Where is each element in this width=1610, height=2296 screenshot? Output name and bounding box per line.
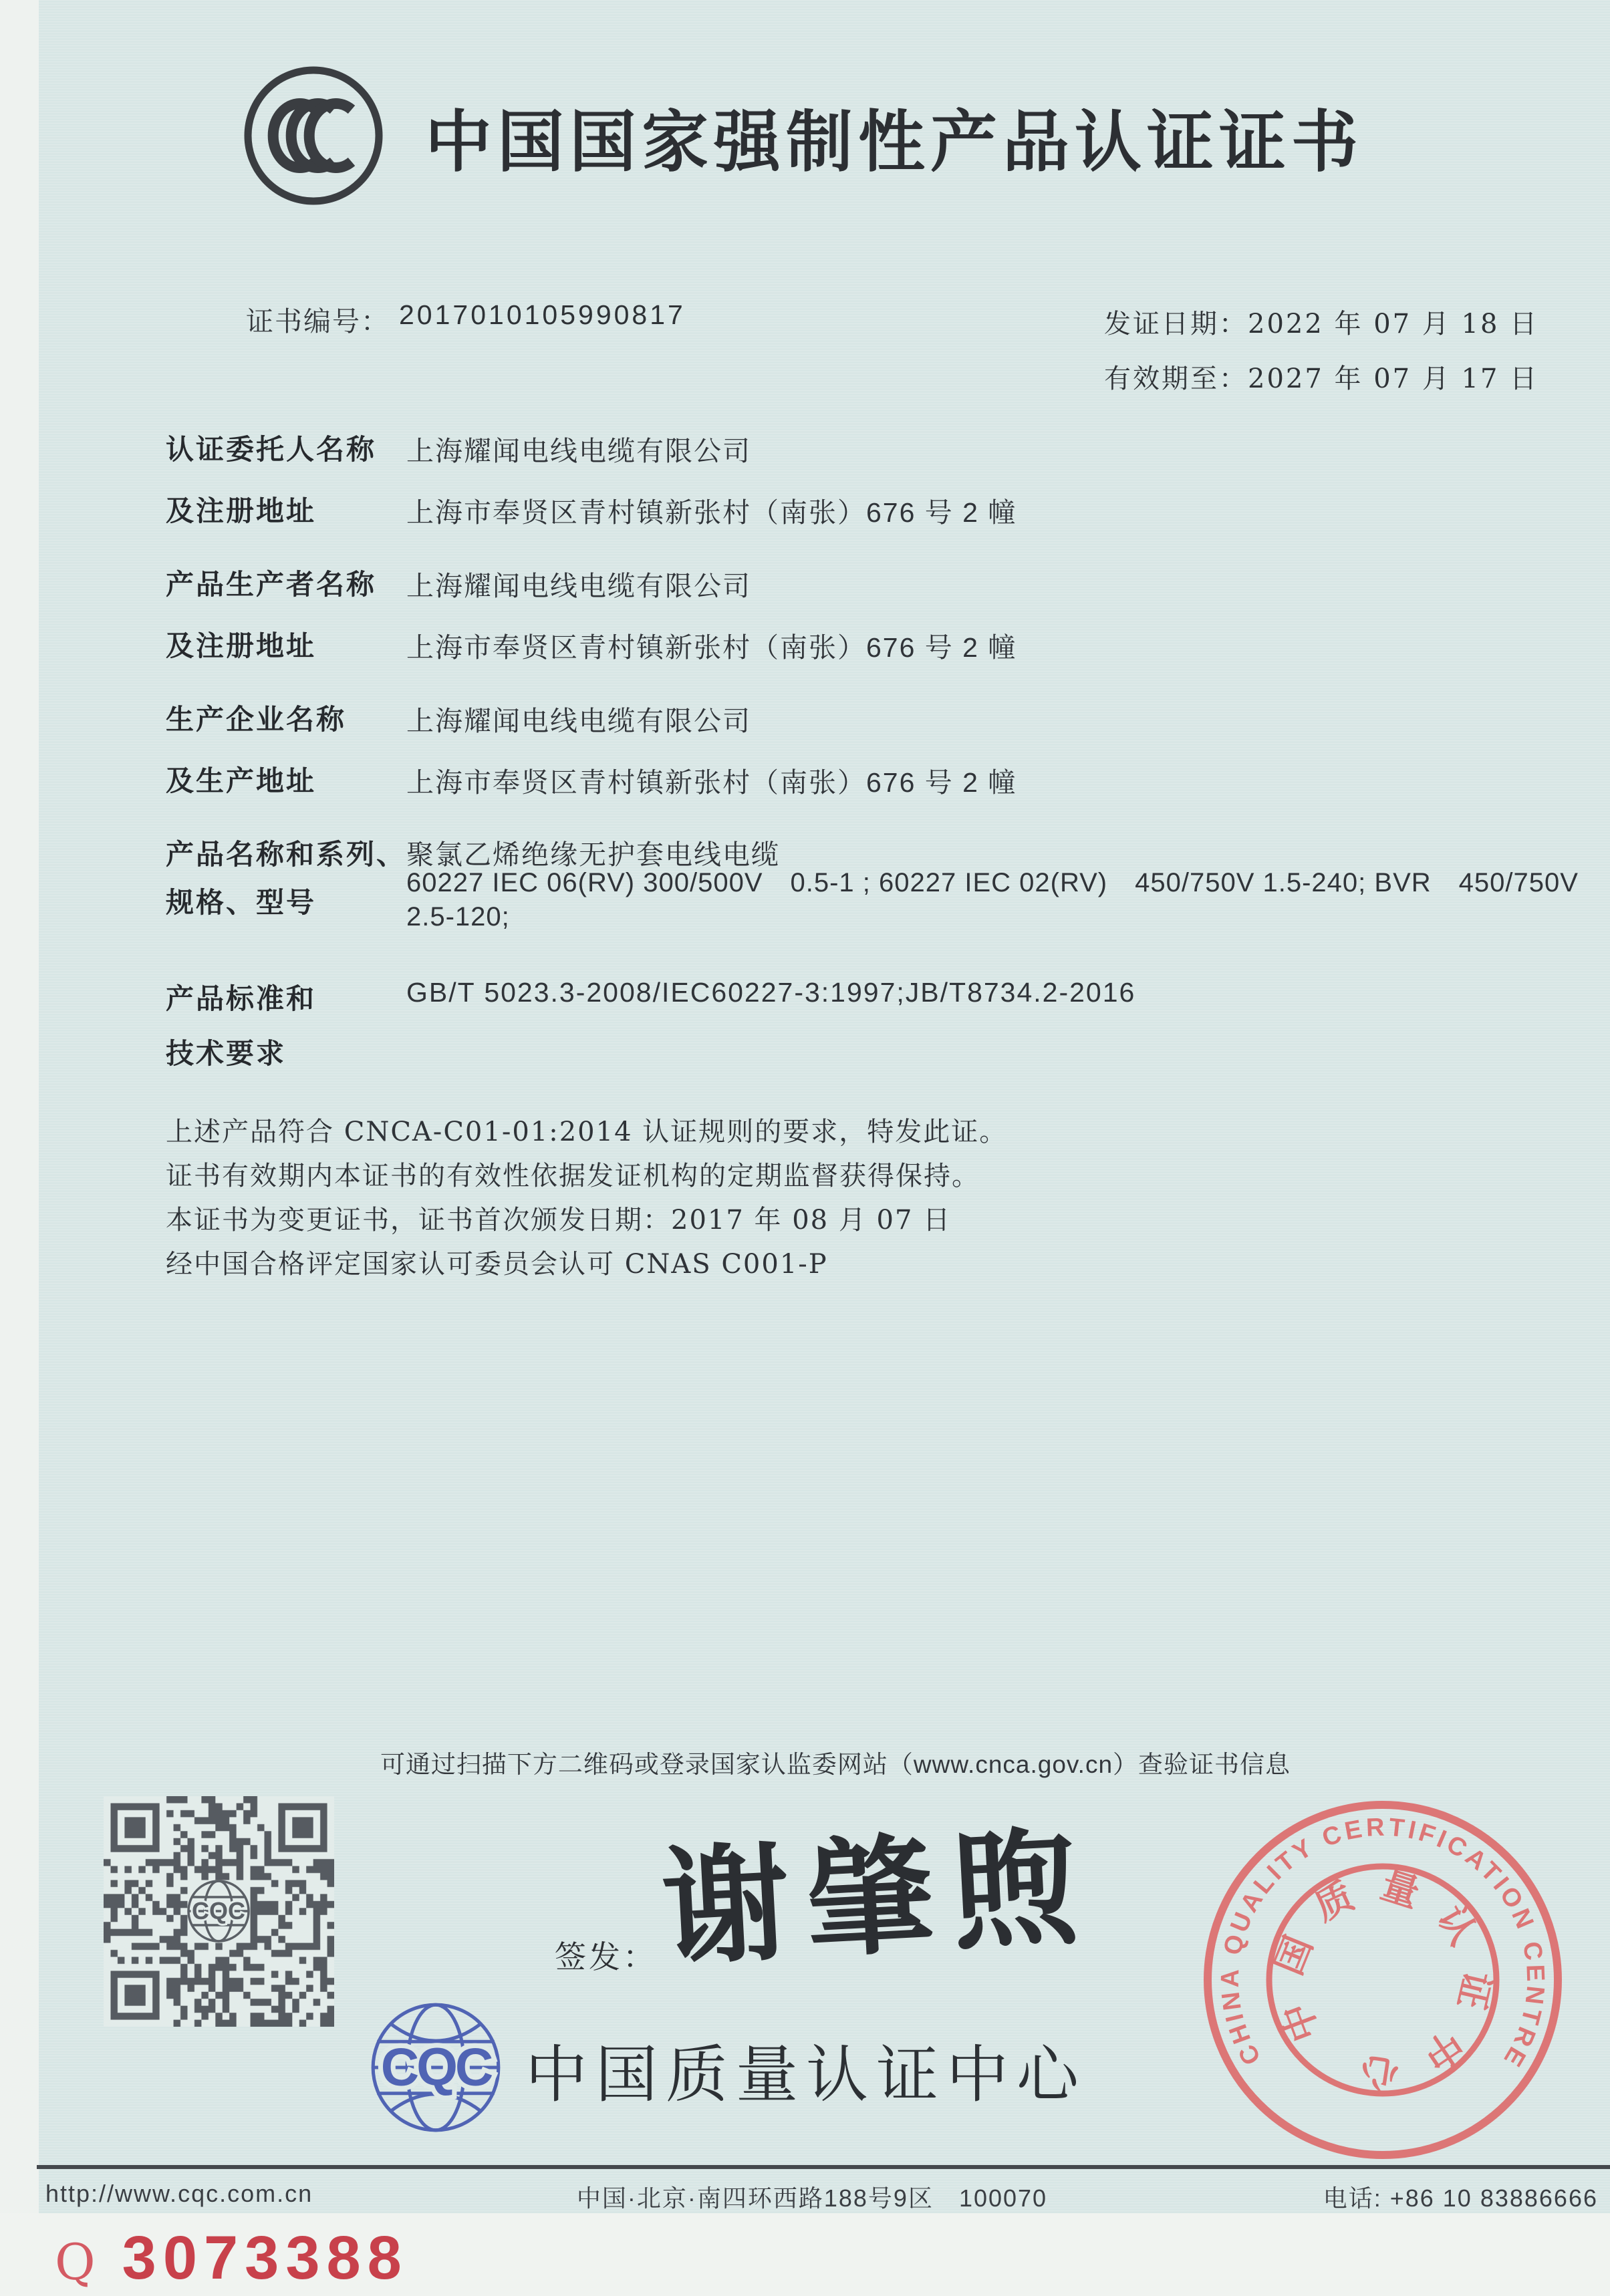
sign-label: 签发： <box>555 1939 657 1975</box>
factory-name-value: 上海耀闻电线电缆有限公司 <box>406 706 751 736</box>
factory-address-label: 及生产地址 <box>166 765 317 797</box>
cqc-red-stamp <box>1195 1792 1571 2168</box>
factory-address-value: 上海市奉贤区青村镇新张村（南张）676 号 2 幢 <box>406 767 1017 798</box>
footer-divider <box>37 2165 1610 2169</box>
producer-address-value: 上海市奉贤区青村镇新张村（南张）676 号 2 幢 <box>406 632 1017 663</box>
applicant-address-value: 上海市奉贤区青村镇新张村（南张）676 号 2 幢 <box>406 497 1017 528</box>
statement-line: 本证书为变更证书，证书首次颁发日期：2017 年 08 月 07 日 <box>166 1205 952 1236</box>
cqc-globe-icon <box>185 1878 252 1945</box>
footer-phone: 电话: +86 10 83886666 <box>1323 2184 1598 2212</box>
certificate-title: 中国国家强制性产品认证证书 <box>425 105 1363 180</box>
statement-line: 经中国合格评定国家认可委员会认可 CNAS C001-P <box>166 1249 828 1280</box>
signature-handwritten: 谢肇煦 <box>658 1812 1099 1983</box>
producer-address-label: 及注册地址 <box>166 630 317 662</box>
svg-text:CQC: CQC <box>192 1897 245 1924</box>
applicant-address-label: 及注册地址 <box>166 495 317 527</box>
valid-until-date: 有效期至：2027 年 07 月 17 日 <box>1104 364 1539 394</box>
producer-name-value: 上海耀闻电线电缆有限公司 <box>406 571 751 601</box>
svg-text:CQC: CQC <box>380 2037 491 2097</box>
serial-prefix: Q <box>55 2234 96 2292</box>
stamp-text-cn: 中国质量认证中心 <box>1266 1863 1500 2096</box>
applicant-name-label: 认证委托人名称 <box>166 434 377 465</box>
product-label-line2: 规格、型号 <box>166 887 317 918</box>
standard-label-line1: 产品标准和 <box>166 983 317 1014</box>
product-label-line1: 产品名称和系列、 <box>166 839 407 870</box>
product-name-value: 聚氯乙烯绝缘无护套电线电缆 <box>406 839 780 870</box>
footer-address: 中国·北京·南四环西路188号9区 100070 <box>576 2184 1048 2212</box>
statement-line: 证书有效期内本证书的有效性依据发证机构的定期监督获得保持。 <box>166 1161 980 1191</box>
factory-name-label: 生产企业名称 <box>166 704 347 735</box>
serial-digits: 3073388 <box>122 2224 408 2292</box>
scan-left-margin <box>0 0 39 2296</box>
issue-date: 发证日期：2022 年 07 月 18 日 <box>1104 309 1539 339</box>
serial-number <box>55 2224 408 2292</box>
producer-name-label: 产品生产者名称 <box>166 569 377 600</box>
qr-code <box>104 1796 334 2027</box>
standard-value: GB/T 5023.3-2008/IEC60227-3:1997;JB/T8734.2-2016 <box>406 977 1136 1008</box>
cqc-logo-icon <box>368 1999 504 2136</box>
certificate-number-value: 2017010105990817 <box>399 299 686 330</box>
date-block <box>1104 297 1538 406</box>
applicant-name-value: 上海耀闻电线电缆有限公司 <box>406 436 751 466</box>
issuer-name: 中国质量认证中心 <box>525 2040 1087 2110</box>
certificate-number-row <box>246 299 686 339</box>
standard-label-line2: 技术要求 <box>166 1038 287 1069</box>
product-models-value: 60227 IEC 06(RV) 300/500V 0.5-1 ; 60227 IEC 02(RV) 450/750V 1.5-240; BVR 450/750V 2.5-120; <box>406 868 1579 931</box>
qr-verify-note: 可通过扫描下方二维码或登录国家认监委网站（www.cnca.gov.cn）查验证书信息 <box>380 1751 1291 1778</box>
stamp-text-en: CHINA QUALITY CERTIFICATION CENTRE <box>1216 1813 1550 2074</box>
certificate-number-label: 证书编号： <box>246 305 390 337</box>
footer-url: http://www.cqc.com.cn <box>45 2180 313 2207</box>
svg-text:CHINA QUALITY CERTIFICATIO <box>1195 1792 1571 2168</box>
ccc-mark-icon <box>242 64 385 207</box>
statement-line: 上述产品符合 CNCA-C01-01:2014 认证规则的要求，特发此证。 <box>166 1117 1008 1147</box>
